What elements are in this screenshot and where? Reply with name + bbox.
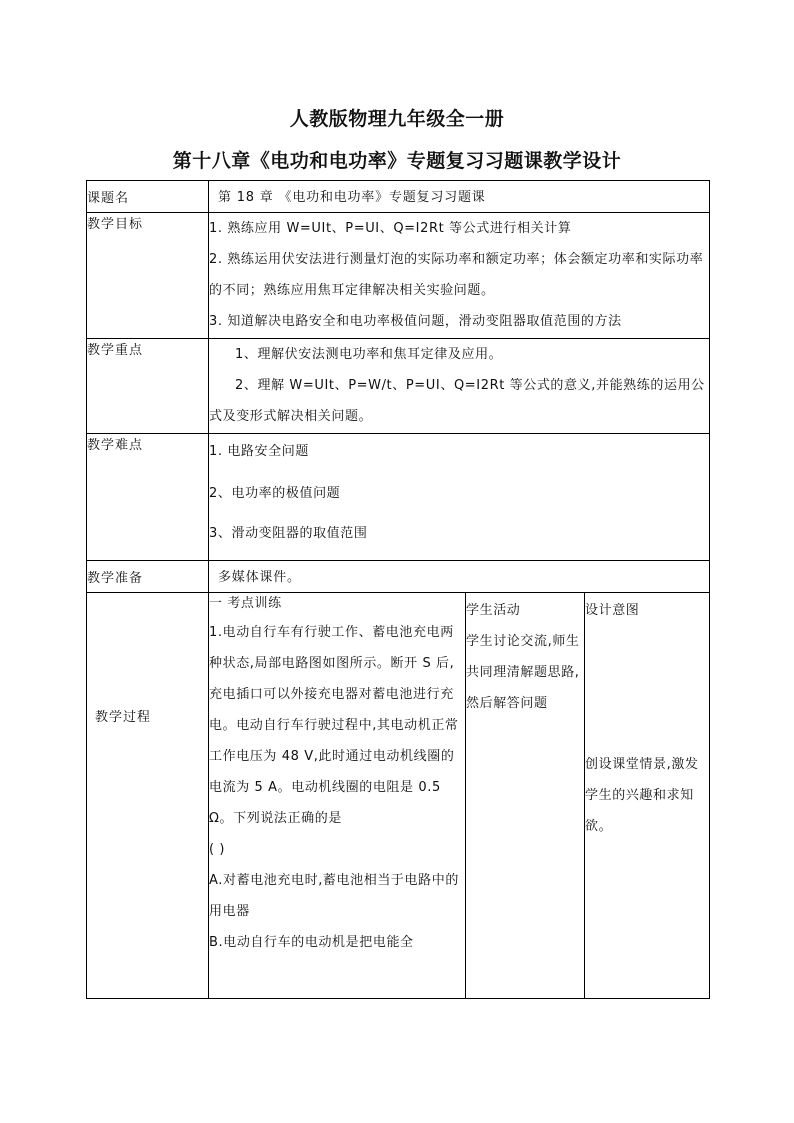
- process-question: 1.电动自行车有行驶工作、蓄电池充电两种状态,局部电路图如图所示。断开 S 后,充电插口可以外接充电器对蓄电池进行充电。电动自行车行驶过程中,其电动机正常工作电压为 48 V,此时通过电动机线圈的电流为 5 A。电动机线圈的电阻是 0.5 Ω。下列说法正确的是: [209, 625, 459, 826]
- process-answer-blank: ( ): [209, 842, 226, 857]
- activity-title: 学生活动: [466, 603, 521, 618]
- row-preparation: [87, 561, 710, 593]
- intent-title: 设计意图: [585, 603, 640, 618]
- key-points-label: 教学重点: [87, 339, 209, 434]
- process-content: [209, 593, 466, 999]
- difficulties-content: [209, 434, 710, 561]
- goal-item: 2. 熟练运用伏安法进行测量灯泡的实际功率和额定功率；体会额定功率和实际功率的不同；熟练应用焦耳定律解决相关实验问题。: [209, 252, 704, 298]
- design-intent: [585, 593, 710, 999]
- row-difficulties: [87, 434, 710, 561]
- process-option-a: A.对蓄电池充电时,蓄电池相当于电路中的用电器: [209, 873, 459, 919]
- difficulties-label: 教学难点: [87, 434, 209, 561]
- difficulty-item: 3、滑动变阻器的取值范围: [209, 526, 368, 541]
- key-point-item: 1、理解伏安法测电功率和焦耳定律及应用。: [235, 347, 503, 362]
- row-topic: [87, 181, 710, 213]
- preparation-label: 教学准备: [87, 561, 209, 593]
- topic-value: 第 18 章 《电功和电功率》专题复习习题课: [209, 181, 710, 213]
- lesson-plan-table: [86, 180, 710, 999]
- process-label: 教学过程: [87, 593, 209, 999]
- activity-text: 学生讨论交流,师生共同理清解题思路,然后解答问题: [466, 634, 580, 711]
- key-point-item: 2、理解 W=UIt、P=W/t、P=UI、Q=I2Rt 等公式的意义,并能熟练的运用公式及变形式解决相关问题。: [209, 378, 705, 424]
- difficulty-item: 2、电功率的极值问题: [209, 486, 341, 501]
- difficulty-item: 1. 电路安全问题: [209, 444, 309, 459]
- process-section-heading: 一 考点训练: [209, 596, 282, 611]
- row-key-points: [87, 339, 710, 434]
- topic-label: 课题名: [87, 181, 209, 213]
- row-goals: [87, 213, 710, 339]
- goal-item: 3. 知道解决电路安全和电功率极值问题，滑动变阻器取值范围的方法: [209, 314, 622, 329]
- row-process: [87, 593, 710, 999]
- intent-text: 创设课堂情景,激发学生的兴趣和求知欲。: [585, 757, 699, 834]
- process-option-b: B.电动自行车的电动机是把电能全: [209, 935, 414, 950]
- goals-content: [209, 213, 710, 339]
- document-title: 人教版物理九年级全一册: [289, 108, 505, 130]
- preparation-value: 多媒体课件。: [209, 561, 710, 593]
- document-subtitle: 第十八章《电功和电功率》专题复习习题课教学设计: [172, 150, 622, 172]
- goal-item: 1. 熟练应用 W=UIt、P=UI、Q=I2Rt 等公式进行相关计算: [209, 221, 572, 236]
- goals-label: 教学目标: [87, 213, 209, 339]
- student-activity: [466, 593, 585, 999]
- key-points-content: [209, 339, 710, 434]
